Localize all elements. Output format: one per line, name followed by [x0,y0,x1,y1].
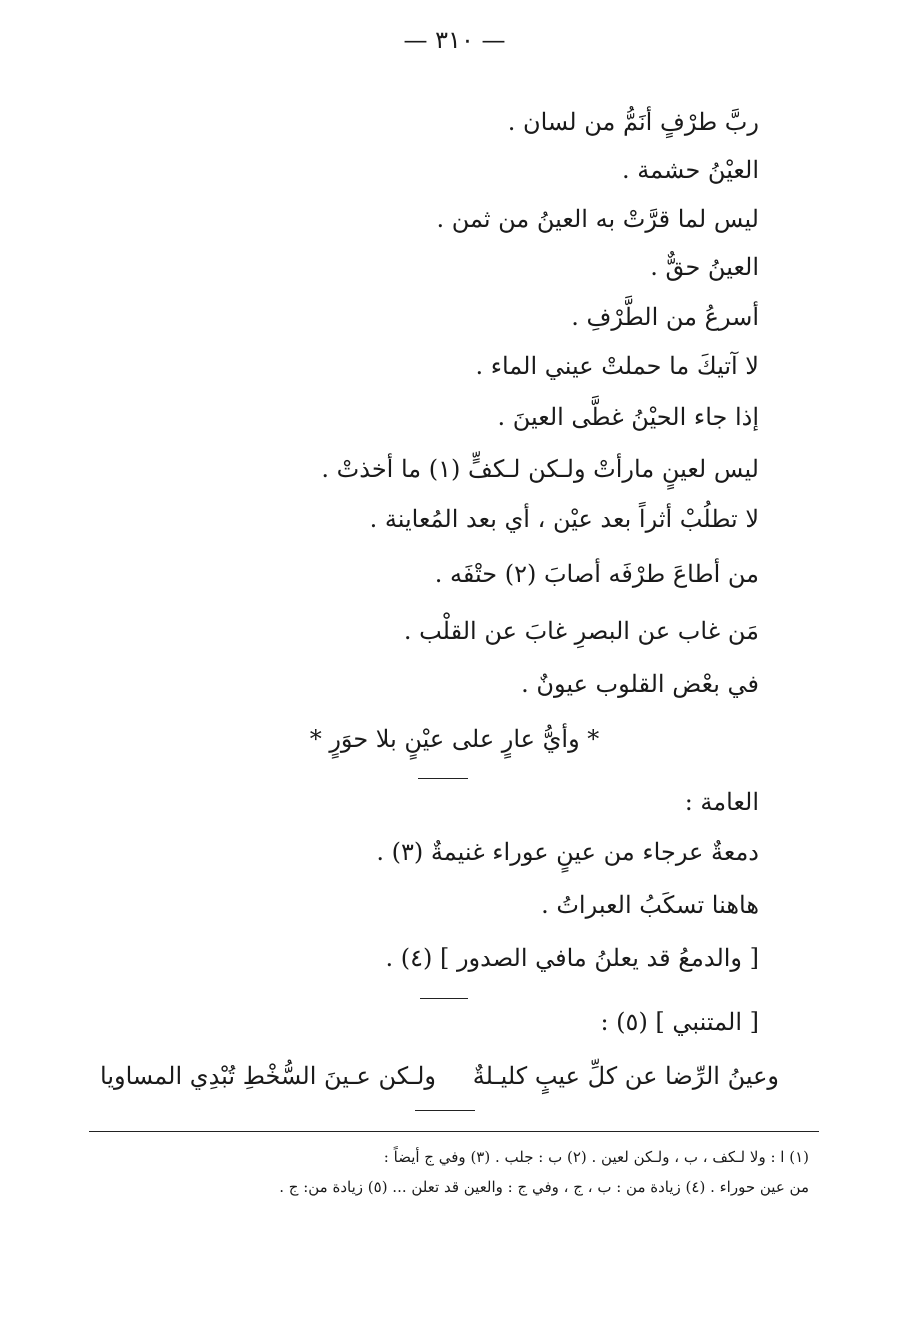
proverb-line: العينُ حقٌّ . [650,253,759,281]
footnote-divider [89,1131,819,1132]
proverb-line: ليس لما قرَّتْ به العينُ من ثمن . [436,205,759,233]
page-number: — ٣١٠ — [403,26,506,54]
section-heading: العامة : [684,788,759,816]
common-line: هاهنا تسكَبُ العبراتُ . [541,891,759,919]
verse-divider [415,1110,475,1111]
verse-second-hemistich: ولـكن عـينَ السُّخْطِ تُبْدِي المساويا [100,1062,436,1090]
proverb-line: مَن غاب عن البصرِ غابَ عن القلْب . [403,617,759,645]
proverb-line: أسرعُ من الطَّرْفِ . [571,303,759,331]
proverb-line: ربَّ طرْفٍ أنَمُّ من لسان . [507,108,759,136]
proverb-line: في بعْض القلوب عيونٌ . [521,670,759,698]
common-line: [ والدمعُ قد يعلنُ مافي الصدور ] (٤) . [385,944,759,972]
proverb-line: لا آتيكَ ما حملتْ عيني الماء . [475,352,759,380]
verse-line [100,1062,779,1091]
footnote-line: من عين حوراء . (٤) زيادة من : ب ، ج ، وفي ج : والعين قد تعلن ... (٥) زيادة من: ج . [279,1178,809,1196]
proverb-line: لا تطلُبْ أثراً بعد عيْن ، أي بعد المُعاينة . [369,505,759,533]
proverb-line: ليس لعينٍ مارأتْ ولـكن لـكفٍّ (١) ما أخذتْ . [321,455,759,483]
centered-quote: * وأيُّ عارٍ على عيْنٍ بلا حوَرٍ * [309,725,600,753]
section-divider [420,998,468,999]
verse-first-hemistich: وعينُ الرِّضا عن كلِّ عيبٍ كليـلةٌ [472,1062,779,1090]
proverb-line: من أطاعَ طرْفَه أصابَ (٢) حتْفَه . [434,560,759,588]
proverb-line: العيْنُ حشمة . [622,156,759,184]
common-line: دمعةٌ عرجاء من عينٍ عوراء غنيمةٌ (٣) . [376,838,759,866]
proverb-line: إذا جاء الحيْنُ غطَّى العينَ . [497,403,759,431]
section-divider [418,778,468,779]
poet-heading: [ المتنبي ] (٥) : [600,1008,759,1036]
footnote-line: (١) ا : ولا لـكف ، ب ، ولـكن لعين . (٢) ب : جلب . (٣) وفي ج أيضاً : [383,1148,809,1166]
